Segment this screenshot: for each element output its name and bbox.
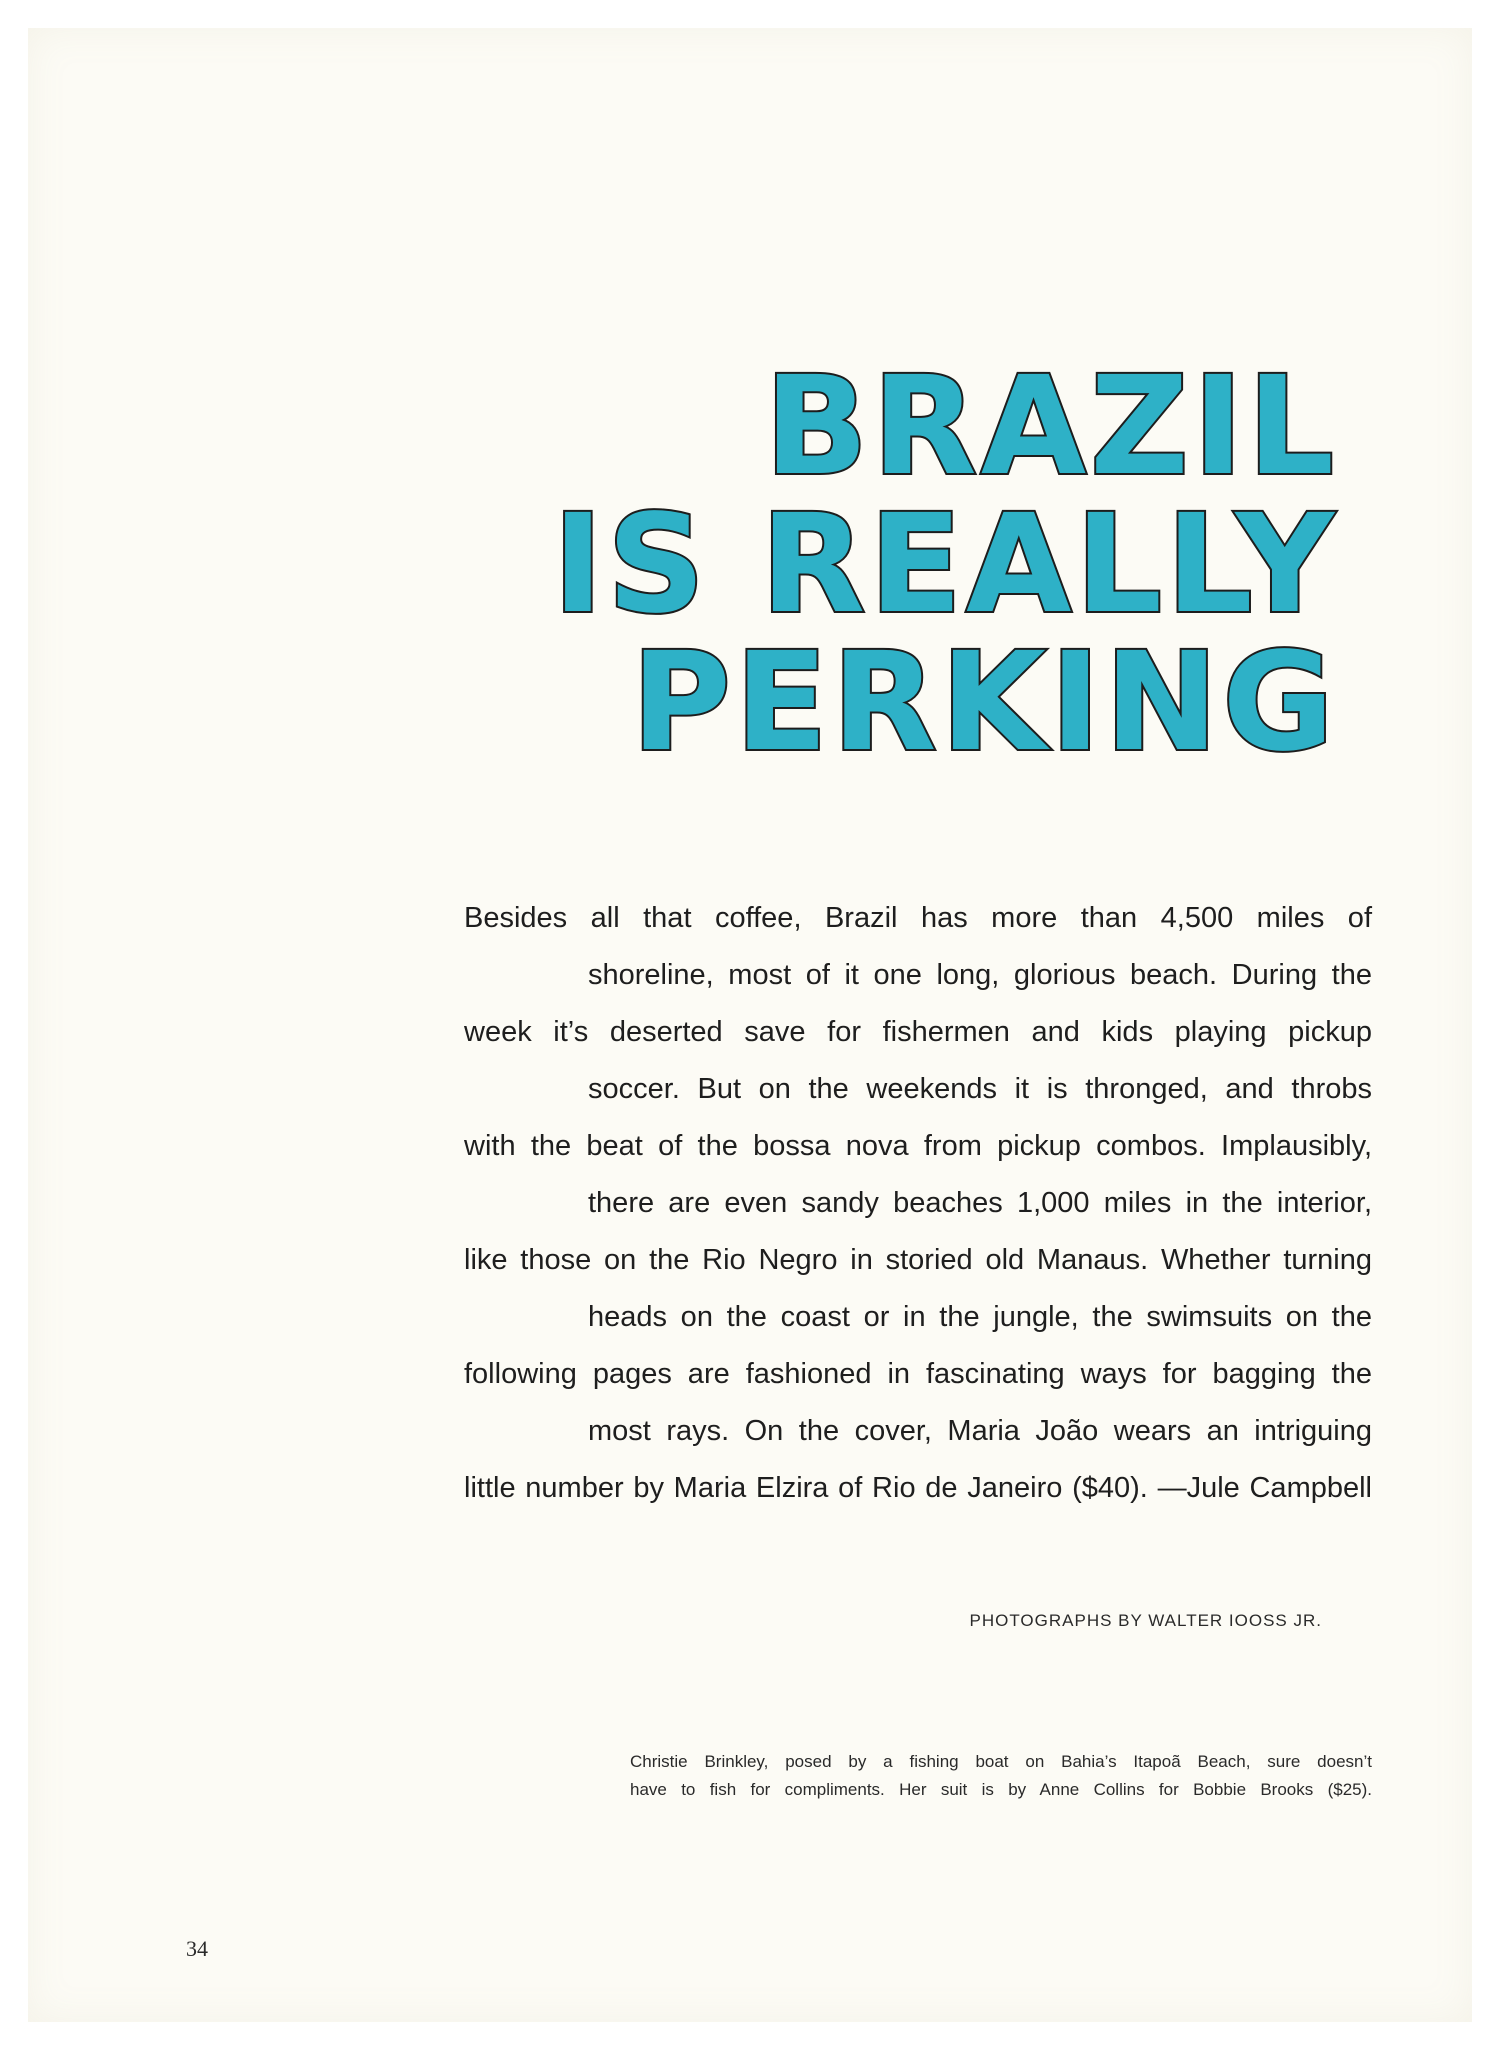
page-number: 34: [186, 1936, 208, 1961]
body-line-6: there are even sandy beaches 1,000 miles in the interior,: [588, 1187, 1372, 1219]
headline: [238, 348, 1338, 782]
magazine-page: [28, 28, 1472, 2022]
photo-credit: PHOTOGRAPHS BY WALTER IOOSS JR.: [969, 1611, 1322, 1630]
caption-line-2: have to fish for compliments. Her suit is by Anne Collins for Bobbie Brooks ($25).: [630, 1780, 1372, 1799]
body-line-5: with the beat of the bossa nova from pickup combos. Implausibly,: [464, 1130, 1372, 1162]
caption-line-1: Christie Brinkley, posed by a fishing boat on Bahia’s Itapoã Beach, sure doesn’t: [630, 1752, 1372, 1771]
body-line-9: following pages are fashioned in fascinating ways for bagging the: [464, 1358, 1372, 1390]
body-line-4: soccer. But on the weekends it is thronged, and throbs: [588, 1073, 1372, 1105]
body-line-1: Besides all that coffee, Brazil has more than 4,500 miles of: [464, 902, 1372, 934]
body-line-7: like those on the Rio Negro in storied old Manaus. Whether turning: [464, 1244, 1372, 1276]
body-line-8: heads on the coast or in the jungle, the swimsuits on the: [588, 1301, 1372, 1333]
headline-line-2: IS REALLY: [552, 486, 1338, 644]
body-line-3: week it’s deserted save for fishermen and kids playing pickup: [464, 1016, 1372, 1048]
body-line-10: most rays. On the cover, Maria João wears an intriguing: [588, 1415, 1372, 1447]
photo-caption: [630, 1748, 1372, 1804]
body-line-11: little number by Maria Elzira of Rio de Janeiro ($40). —Jule Campbell: [464, 1472, 1372, 1504]
article-body: [464, 890, 1372, 1517]
headline-line-3: PERKING: [631, 624, 1338, 782]
body-line-2: shoreline, most of it one long, glorious beach. During the: [588, 959, 1372, 991]
headline-line-1: BRAZIL: [764, 348, 1338, 506]
